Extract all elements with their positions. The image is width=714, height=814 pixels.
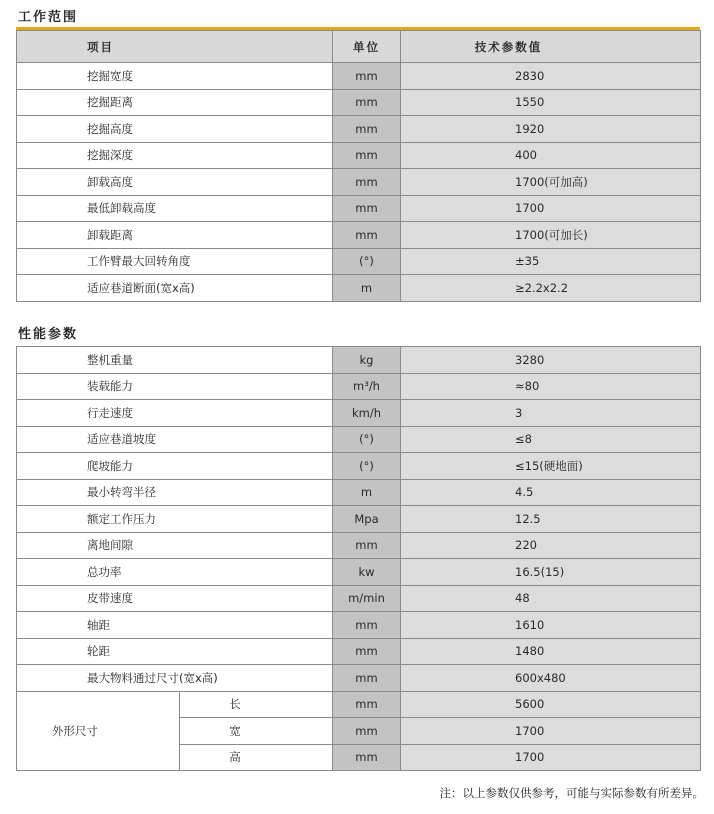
table-header-row [17, 31, 701, 63]
table-row [17, 479, 701, 506]
dimensions-group-label: 外形尺寸 [17, 691, 180, 771]
table-row [17, 612, 701, 639]
table-row [17, 195, 701, 222]
param-name: 卸载距离 [17, 222, 333, 249]
param-name: 适应巷道坡度 [17, 426, 333, 453]
param-unit: mm [333, 63, 401, 90]
table-row [17, 275, 701, 302]
param-name: 工作臂最大回转角度 [17, 248, 333, 275]
param-value: 1700 [401, 718, 701, 745]
param-name: 最小转弯半径 [17, 479, 333, 506]
param-value: 1700(可加高) [401, 169, 701, 196]
param-value: 1920 [401, 116, 701, 143]
header-unit: 单位 [333, 31, 401, 63]
param-unit: kg [333, 347, 401, 374]
param-name: 挖掘高度 [17, 116, 333, 143]
table-row [17, 691, 701, 718]
param-value: 3 [401, 400, 701, 427]
param-unit: m [333, 479, 401, 506]
header-item: 项目 [17, 31, 333, 63]
section-title-performance: 性能参数 [18, 327, 79, 342]
param-name: 爬坡能力 [17, 453, 333, 480]
table-row [17, 222, 701, 249]
param-name: 挖掘距离 [17, 89, 333, 116]
param-value: 220 [401, 532, 701, 559]
table-row [17, 400, 701, 427]
param-value: 1700 [401, 744, 701, 771]
param-unit: mm [333, 744, 401, 771]
table-row [17, 169, 701, 196]
param-value: ≤15(硬地面) [401, 453, 701, 480]
param-unit: mm [333, 665, 401, 692]
param-name: 卸载高度 [17, 169, 333, 196]
param-value: 1550 [401, 89, 701, 116]
param-value: 4.5 [401, 479, 701, 506]
dimension-name: 宽 [180, 718, 333, 745]
table-row [17, 585, 701, 612]
param-name: 总功率 [17, 559, 333, 586]
section-title-work-range: 工作范围 [18, 10, 79, 25]
param-unit: km/h [333, 400, 401, 427]
param-name: 皮带速度 [17, 585, 333, 612]
param-unit: mm [333, 169, 401, 196]
param-unit: mm [333, 532, 401, 559]
param-unit: m³/h [333, 373, 401, 400]
param-unit: (°) [333, 426, 401, 453]
table-row [17, 426, 701, 453]
param-unit: mm [333, 195, 401, 222]
param-unit: mm [333, 222, 401, 249]
table-row [17, 532, 701, 559]
table-row [17, 248, 701, 275]
param-name: 挖掘深度 [17, 142, 333, 169]
header-value: 技术参数值 [401, 31, 701, 63]
param-value: ≤8 [401, 426, 701, 453]
param-name: 轴距 [17, 612, 333, 639]
table-row [17, 453, 701, 480]
param-name: 整机重量 [17, 347, 333, 374]
table-row [17, 347, 701, 374]
param-value: 2830 [401, 63, 701, 90]
param-name: 最低卸载高度 [17, 195, 333, 222]
param-value: 1480 [401, 638, 701, 665]
param-value: 5600 [401, 691, 701, 718]
dimension-name: 长 [180, 691, 333, 718]
table-row [17, 63, 701, 90]
param-value: 1610 [401, 612, 701, 639]
param-value: 600x480 [401, 665, 701, 692]
param-name: 离地间隙 [17, 532, 333, 559]
performance-table [16, 346, 701, 771]
param-value: 16.5(15) [401, 559, 701, 586]
param-unit: mm [333, 116, 401, 143]
table-row [17, 373, 701, 400]
param-name: 装载能力 [17, 373, 333, 400]
param-unit: mm [333, 638, 401, 665]
param-value: 3280 [401, 347, 701, 374]
param-name: 轮距 [17, 638, 333, 665]
table-row [17, 506, 701, 533]
table-row [17, 142, 701, 169]
param-name: 挖掘宽度 [17, 63, 333, 90]
param-value: ≥2.2x2.2 [401, 275, 701, 302]
param-unit: kw [333, 559, 401, 586]
param-name: 最大物料通过尺寸(宽x高) [17, 665, 333, 692]
param-unit: (°) [333, 453, 401, 480]
param-name: 额定工作压力 [17, 506, 333, 533]
param-unit: mm [333, 691, 401, 718]
dimension-name: 高 [180, 744, 333, 771]
footnote: 注：以上参数仅供参考，可能与实际参数有所差异。 [439, 786, 704, 800]
table-row [17, 116, 701, 143]
param-value: 400 [401, 142, 701, 169]
work-range-table [16, 30, 701, 302]
param-value: 12.5 [401, 506, 701, 533]
param-unit: Mpa [333, 506, 401, 533]
param-name: 适应巷道断面(宽x高) [17, 275, 333, 302]
param-value: 48 [401, 585, 701, 612]
param-unit: mm [333, 142, 401, 169]
param-value: ≈80 [401, 373, 701, 400]
table-row [17, 89, 701, 116]
param-unit: (°) [333, 248, 401, 275]
param-unit: mm [333, 612, 401, 639]
param-value: 1700 [401, 195, 701, 222]
param-value: ±35 [401, 248, 701, 275]
table-row [17, 638, 701, 665]
param-unit: mm [333, 89, 401, 116]
param-unit: mm [333, 718, 401, 745]
table-row [17, 665, 701, 692]
param-value: 1700(可加长) [401, 222, 701, 249]
param-unit: m [333, 275, 401, 302]
param-unit: m/min [333, 585, 401, 612]
table-row [17, 559, 701, 586]
param-name: 行走速度 [17, 400, 333, 427]
